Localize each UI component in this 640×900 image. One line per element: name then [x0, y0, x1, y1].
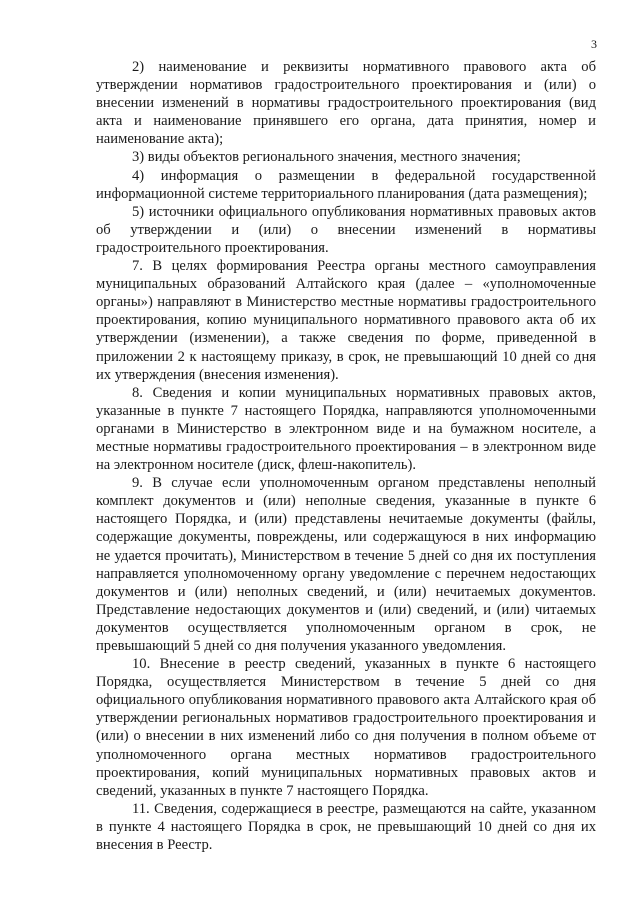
- paragraph-section-8: 8. Сведения и копии муниципальных нормативных правовых актов, указанные в пункте 7 настоящего Порядка, направляются уполномоченными органами в Министерство в электронном виде и на бумажном носителе, а местные нормативы градостроительного проектирования – в электронном виде на электронном носителе (диск, флеш-накопитель).: [96, 384, 596, 474]
- paragraph-section-11: 11. Сведения, содержащиеся в реестре, размещаются на сайте, указанном в пункте 4 настоящего Порядка в срок, не превышающий 10 дней со дня их внесения в Реестр.: [96, 800, 596, 854]
- paragraph-item-2: 2) наименование и реквизиты нормативного правового акта об утверждении нормативов градостроительного проектирования и (или) о внесении изменений в нормативы градостроительного проектирования (вид акта и наименование принявшего его органа, дата принятия, номер и наименование акта);: [96, 59, 596, 148]
- paragraph-section-9: 9. В случае если уполномоченным органом представлены неполный комплект документов и (или) неполные сведения, указанные в пункте 6 настоящего Порядка, и (или) представлены нечитаемые документы (файлы, содержащие документы, повреждены, или содержащуюся в них информацию не удается прочитать), Министерством в течение 5 дней со дня их поступления направляется уполномоченному органу уведомление с перечнем недостающих документов и (или) неполных сведений, и (или) нечитаемых документов. Представление недостающих документов и (или) сведений, и (или) читаемых документов осуществляется уполномоченным органом в срок, не превышающий 5 дней со дня получения указанного уведомления.: [96, 475, 596, 654]
- paragraph-section-10: 10. Внесение в реестр сведений, указанных в пункте 6 настоящего Порядка, осуществляется Министерством в течение 5 дней со дня официального опубликования нормативного правового акта Алтайского края об утверждении региональных нормативов градостроительного проектирования и (или) о внесении в них изменений либо со дня получения в полном объеме от уполномоченного органа местных нормативов градостроительного проектирования, копий муниципальных нормативных правовых актов и сведений, указанных в пункте 7 настоящего Порядка.: [96, 656, 596, 799]
- document-body: [96, 58, 596, 854]
- paragraph-item-3: 3) виды объектов регионального значения, местного значения;: [132, 149, 521, 166]
- paragraph-item-4: 4) информация о размещении в федеральной государственной информационной системе территориального планирования (дата размещения);: [96, 167, 596, 202]
- page-number: 3: [591, 37, 597, 51]
- paragraph-section-7: 7. В целях формирования Реестра органы местного самоуправления муниципальных образований Алтайского края (далее – «уполномоченные органы») направляют в Министерство местные нормативы градостроительного проектирования, копию муниципального нормативного правового акта об их утверждении (изменении), а также сведения по форме, приведенной в приложении 2 к настоящему приказу, в срок, не превышающий 10 дней со дня их утверждения (внесения изменения).: [96, 258, 596, 383]
- paragraph-item-5: 5) источники официального опубликования нормативных правовых актов об утверждении и (или) о внесении изменений в нормативы градостроительного проектирования.: [96, 203, 596, 256]
